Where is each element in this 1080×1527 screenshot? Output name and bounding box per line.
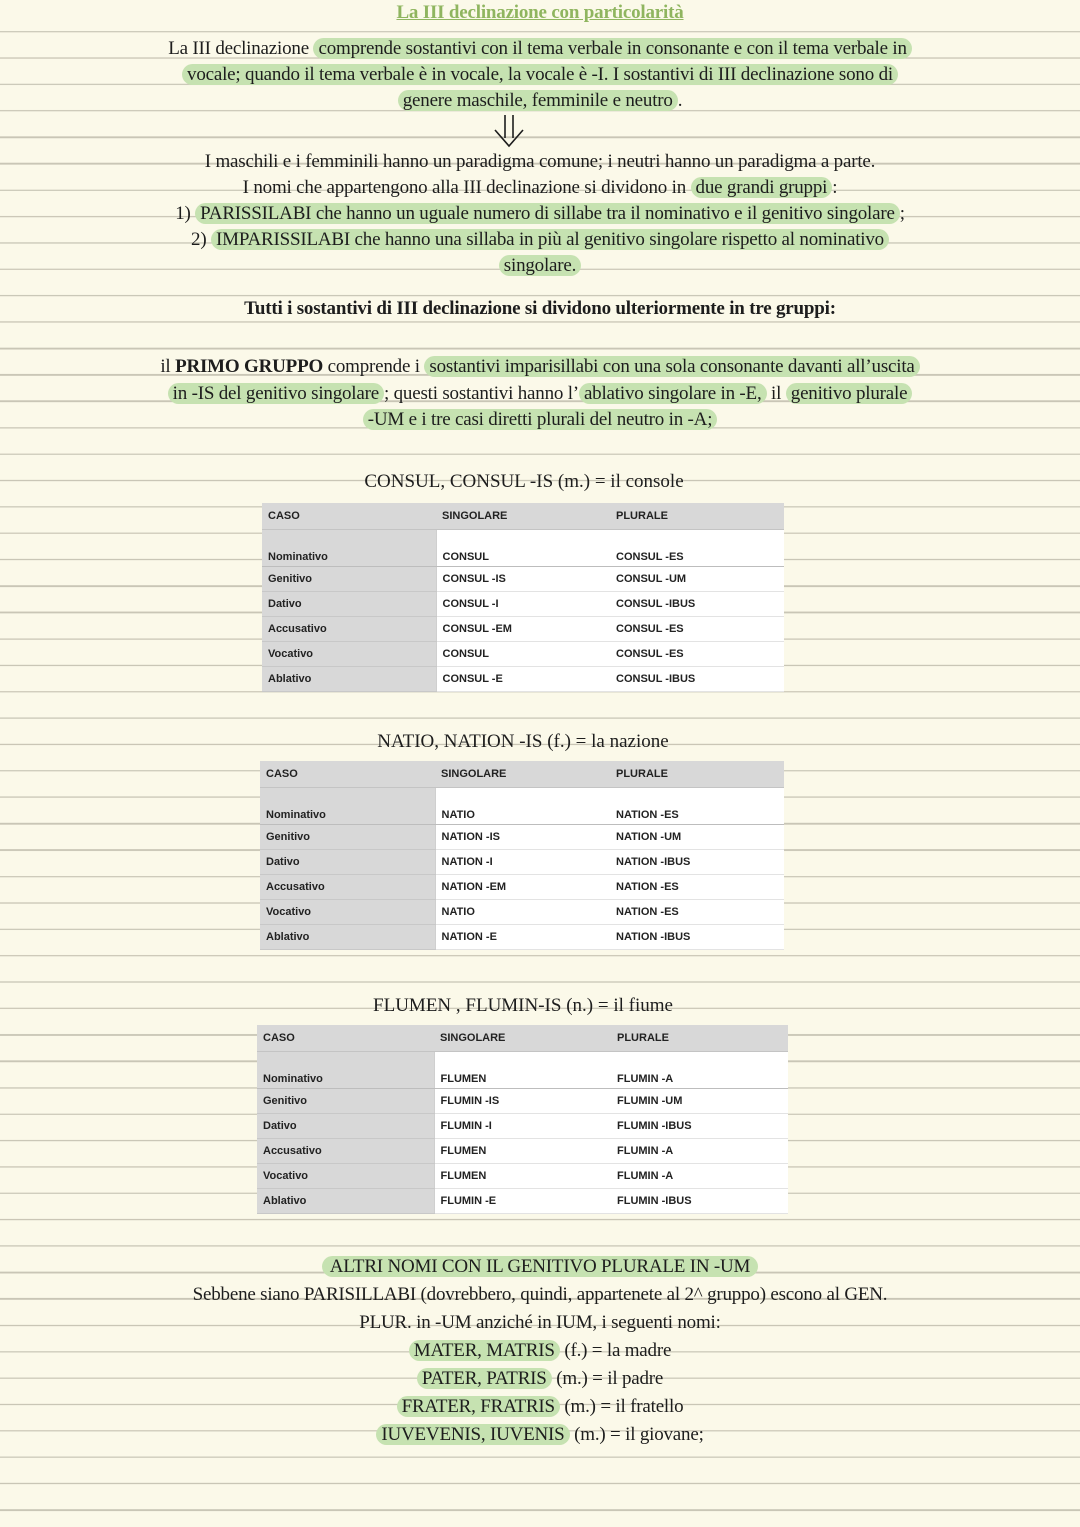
- singular-form: NATION -E: [435, 925, 610, 950]
- intro-line-1: [0, 38, 1080, 60]
- page-title-line: [0, 2, 1080, 24]
- groups-line-5: [0, 255, 1080, 277]
- intro-highlight: comprende sostantivi con il tema verbale in consonante e con il tema verbale in: [313, 38, 911, 59]
- header-singolare: SINGOLARE: [436, 503, 610, 530]
- table-row: [257, 1189, 788, 1214]
- case-name: Genitivo: [262, 567, 436, 592]
- singular-form: NATIO: [435, 900, 610, 925]
- singular-form: FLUMEN: [434, 1139, 611, 1164]
- subtitle: Tutti i sostantivi di III declinazione si dividono ulteriormente in tre gruppi:: [244, 298, 836, 319]
- noun-item: [0, 1424, 1080, 1446]
- case-name: Nominativo: [262, 530, 436, 567]
- groups-text: ;: [899, 203, 905, 224]
- table-row: [260, 925, 784, 950]
- plural-form: FLUMIN -IBUS: [611, 1114, 788, 1139]
- header-caso: CASO: [260, 761, 435, 788]
- header-plurale: PLURALE: [611, 1025, 788, 1052]
- header-singolare: SINGOLARE: [434, 1025, 611, 1052]
- intro-highlight: vocale; quando il tema verbale è in vocale, la vocale è -I. I sostantivi di III declinazione sono di: [182, 64, 898, 85]
- groups-text: I nomi che appartengono alla III declinazione si dividono in: [242, 177, 691, 198]
- subtitle-line: [0, 298, 1080, 320]
- case-name: Vocativo: [260, 900, 435, 925]
- intro-text: La III declinazione: [168, 38, 314, 59]
- table-row: [260, 900, 784, 925]
- table-row: [260, 850, 784, 875]
- header-caso: CASO: [257, 1025, 434, 1052]
- table-row: [257, 1139, 788, 1164]
- table-row: [262, 567, 784, 592]
- noun-meaning: (m.) = il padre: [551, 1368, 664, 1389]
- header-caso: CASO: [262, 503, 436, 530]
- table-row: [257, 1089, 788, 1114]
- declension-table-flumen: [257, 1025, 788, 1214]
- noun-meaning: (m.) = il fratello: [559, 1396, 684, 1417]
- case-name: Dativo: [257, 1114, 434, 1139]
- table-row: [257, 1164, 788, 1189]
- primo-highlight: ablativo singolare in -E,: [579, 383, 767, 404]
- case-name: Accusativo: [260, 875, 435, 900]
- noun-item: [0, 1396, 1080, 1418]
- primo-highlight: genitivo plurale: [786, 383, 913, 404]
- noun-name: MATER, MATRIS: [409, 1340, 560, 1361]
- case-name: Ablativo: [262, 667, 436, 692]
- plural-form: CONSUL -ES: [610, 530, 784, 567]
- groups-line-3: [0, 203, 1080, 225]
- case-name: Accusativo: [262, 617, 436, 642]
- case-name: Dativo: [262, 592, 436, 617]
- singular-form: NATION -IS: [435, 825, 610, 850]
- groups-highlight: due grandi gruppi: [691, 177, 833, 198]
- noun-name: IUVEVENIS, IUVENIS: [376, 1424, 569, 1445]
- singular-form: FLUMEN: [434, 1052, 611, 1089]
- singular-form: CONSUL -IS: [436, 567, 610, 592]
- primo-highlight: in -IS del genitivo singolare: [168, 383, 384, 404]
- singular-form: CONSUL: [436, 642, 610, 667]
- case-name: Accusativo: [257, 1139, 434, 1164]
- case-name: Nominativo: [257, 1052, 434, 1089]
- singular-form: FLUMEN: [434, 1164, 611, 1189]
- table-row: [262, 642, 784, 667]
- altri-heading-line: [0, 1256, 1080, 1278]
- header-plurale: PLURALE: [610, 761, 784, 788]
- case-name: Vocativo: [257, 1164, 434, 1189]
- plural-form: NATION -ES: [610, 875, 784, 900]
- plural-form: NATION -ES: [610, 900, 784, 925]
- case-name: Dativo: [260, 850, 435, 875]
- groups-text: 2): [191, 229, 212, 250]
- primo-text: ; questi sostantivi hanno l’: [383, 383, 579, 404]
- noun-meaning: (m.) = il giovane;: [569, 1424, 704, 1445]
- singular-form: CONSUL -I: [436, 592, 610, 617]
- table-row: [262, 617, 784, 642]
- altri-text: PLUR. in -UM anziché in IUM, i seguenti nomi:: [359, 1312, 721, 1333]
- case-name: Nominativo: [260, 788, 435, 825]
- table-row: [257, 1114, 788, 1139]
- table-row: [262, 667, 784, 692]
- table-caption-consul: CONSUL, CONSUL -IS (m.) = il console: [364, 471, 684, 492]
- table-caption-flumen: FLUMEN , FLUMIN-IS (n.) = il fiume: [373, 995, 673, 1016]
- table-row: [262, 530, 784, 567]
- noun-name: PATER, PATRIS: [417, 1368, 552, 1389]
- primo-line-3: [0, 409, 1080, 431]
- header-singolare: SINGOLARE: [435, 761, 610, 788]
- table-row: [260, 825, 784, 850]
- primo-highlight: sostantivi imparisillabi con una sola consonante davanti all’uscita: [424, 356, 919, 377]
- groups-text: :: [832, 177, 838, 198]
- plural-form: FLUMIN -A: [611, 1139, 788, 1164]
- plural-form: NATION -ES: [610, 788, 784, 825]
- plural-form: CONSUL -ES: [610, 642, 784, 667]
- case-name: Vocativo: [262, 642, 436, 667]
- table-header-row: [260, 761, 784, 788]
- table-row: [260, 875, 784, 900]
- primo-highlight: -UM e i tre casi diretti plurali del neutro in -A;: [363, 409, 718, 430]
- groups-highlight: IMPARISSILABI che hanno una sillaba in più al genitivo singolare rispetto al nominativo: [211, 229, 889, 250]
- groups-highlight: singolare.: [499, 255, 581, 276]
- case-name: Ablativo: [257, 1189, 434, 1214]
- primo-text: il: [160, 356, 176, 377]
- intro-highlight: genere maschile, femminile e neutro: [398, 90, 678, 111]
- singular-form: CONSUL: [436, 530, 610, 567]
- altri-heading: ALTRI NOMI CON IL GENITIVO PLURALE IN -UM: [322, 1256, 759, 1277]
- primo-text: comprende i: [323, 356, 425, 377]
- primo-line-1: [0, 356, 1080, 378]
- singular-form: FLUMIN -E: [434, 1189, 611, 1214]
- groups-text: I maschili e i femminili hanno un paradigma comune; i neutri hanno un paradigma a parte.: [204, 151, 876, 172]
- plural-form: CONSUL -ES: [610, 617, 784, 642]
- intro-line-2: [0, 64, 1080, 86]
- primo-gruppo-label: PRIMO GRUPPO: [175, 356, 324, 377]
- singular-form: CONSUL -E: [436, 667, 610, 692]
- page-title: La III declinazione con particolarità: [396, 2, 684, 23]
- noun-item: [0, 1368, 1080, 1390]
- noun-item: [0, 1340, 1080, 1362]
- plural-form: FLUMIN -A: [611, 1052, 788, 1089]
- plural-form: CONSUL -IBUS: [610, 667, 784, 692]
- plural-form: FLUMIN -A: [611, 1164, 788, 1189]
- plural-form: NATION -IBUS: [610, 925, 784, 950]
- noun-name: FRATER, FRATRIS: [397, 1396, 560, 1417]
- double-arrow-down-icon: [493, 114, 525, 148]
- plural-form: FLUMIN -IBUS: [611, 1189, 788, 1214]
- singular-form: NATION -I: [435, 850, 610, 875]
- intro-line-3: [0, 90, 1080, 112]
- singular-form: NATION -EM: [435, 875, 610, 900]
- altri-text: Sebbene siano PARISILLABI (dovrebbero, quindi, appartenete al 2^ gruppo) escono al GEN.: [192, 1284, 888, 1305]
- groups-text: 1): [175, 203, 196, 224]
- plural-form: NATION -IBUS: [610, 850, 784, 875]
- altri-line-1: [0, 1284, 1080, 1306]
- singular-form: FLUMIN -I: [434, 1114, 611, 1139]
- table-header-row: [262, 503, 784, 530]
- groups-line-4: [0, 229, 1080, 251]
- plural-form: CONSUL -UM: [610, 567, 784, 592]
- singular-form: CONSUL -EM: [436, 617, 610, 642]
- case-name: Genitivo: [257, 1089, 434, 1114]
- case-name: Genitivo: [260, 825, 435, 850]
- altri-line-2: [0, 1312, 1080, 1334]
- singular-form: FLUMIN -IS: [434, 1089, 611, 1114]
- plural-form: NATION -UM: [610, 825, 784, 850]
- primo-line-2: [0, 383, 1080, 405]
- table-caption-natio: NATIO, NATION -IS (f.) = la nazione: [377, 731, 669, 752]
- groups-highlight: PARISSILABI che hanno un uguale numero di sillabe tra il nominativo e il genitivo singolare: [195, 203, 900, 224]
- noun-meaning: (f.) = la madre: [559, 1340, 672, 1361]
- case-name: Ablativo: [260, 925, 435, 950]
- table-row: [257, 1052, 788, 1089]
- plural-form: CONSUL -IBUS: [610, 592, 784, 617]
- declension-table-natio: [260, 761, 784, 950]
- groups-line-2: [0, 177, 1080, 199]
- primo-text: il: [766, 383, 786, 404]
- table-row: [260, 788, 784, 825]
- table-header-row: [257, 1025, 788, 1052]
- declension-table-consul: [262, 503, 784, 692]
- intro-text: .: [677, 90, 683, 111]
- plural-form: FLUMIN -UM: [611, 1089, 788, 1114]
- groups-line-1: [0, 151, 1080, 173]
- singular-form: NATIO: [435, 788, 610, 825]
- header-plurale: PLURALE: [610, 503, 784, 530]
- table-row: [262, 592, 784, 617]
